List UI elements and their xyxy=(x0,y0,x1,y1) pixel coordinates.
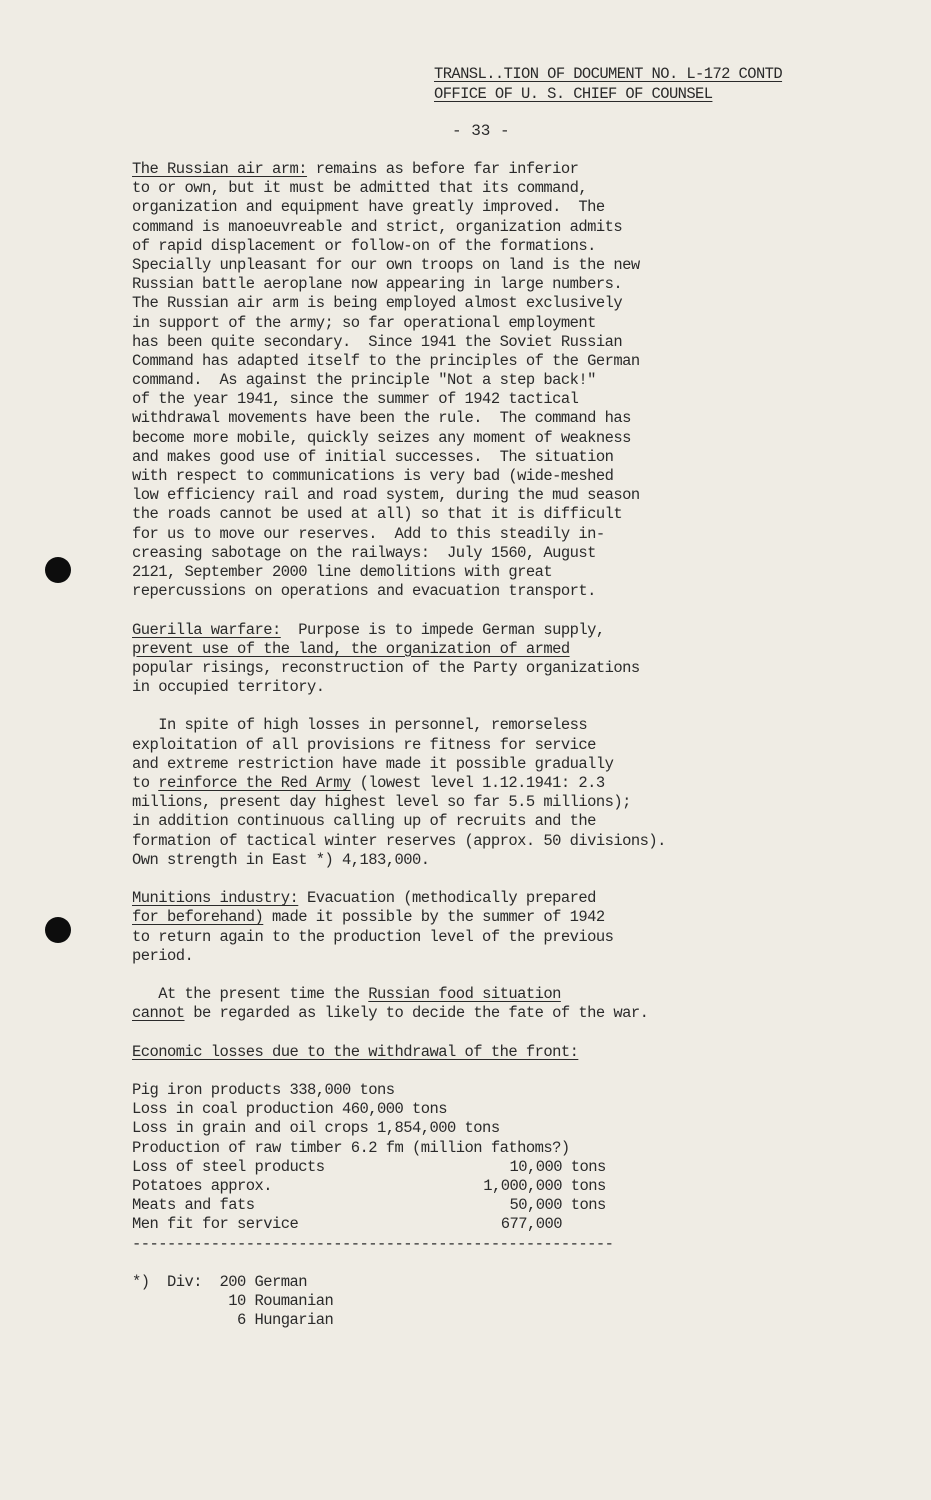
text-line: exploitation of all provisions re fitness for service xyxy=(132,735,596,754)
text-line: and makes good use of initial successes. The situation xyxy=(132,447,614,466)
guerilla-paragraph xyxy=(132,659,752,697)
text-line: of the year 1941, since the summer of 1942 tactical xyxy=(132,390,579,409)
table-cell-unit: tons xyxy=(562,1196,606,1215)
text-line: Production of raw timber 6.2 fm (million fathoms?) xyxy=(132,1138,570,1157)
text-line: in support of the army; so far operational employment xyxy=(132,313,596,332)
text-line: 2121, September 2000 line demolitions with great xyxy=(132,562,553,581)
text-line: popular risings, reconstruction of the Party organizations xyxy=(132,658,640,677)
table-cell-value: 50,000 xyxy=(509,1196,562,1215)
text-line: period. xyxy=(132,946,194,965)
text-line: command is manoeuvreable and strict, organization admits xyxy=(132,217,623,236)
text-line: to return again to the production level of the previous xyxy=(132,927,614,946)
red-army-paragraph-start xyxy=(132,716,752,774)
text-line: millions, present day highest level so far 5.5 millions); xyxy=(132,793,631,812)
document-body xyxy=(132,160,752,1330)
text-line: command. As against the principle "Not a step back!" xyxy=(132,371,596,390)
table-cell-unit: tons xyxy=(562,1176,606,1195)
text-line: repercussions on operations and evacuation transport. xyxy=(132,582,596,601)
header-line-2: OFFICE OF U. S. CHIEF OF COUNSEL xyxy=(434,85,713,103)
losses-list xyxy=(132,1081,752,1158)
text-line: in occupied territory. xyxy=(132,678,325,697)
guerilla-line-2: prevent use of the land, the organization of armed xyxy=(132,639,570,658)
table-cell-label: Loss of steel products xyxy=(132,1157,325,1176)
text-line: low efficiency rail and road system, during the mud season xyxy=(132,486,640,505)
page-number: - 33 - xyxy=(452,122,510,140)
table-cell-label: Men fit for service xyxy=(132,1215,299,1234)
table-row xyxy=(132,1158,752,1177)
text-line: the roads cannot be used at all) so that it is difficult xyxy=(132,505,623,524)
text-line: has been quite secondary. Since 1941 the Soviet Russian xyxy=(132,332,623,351)
document-header xyxy=(434,64,782,104)
table-cell-unit: tons xyxy=(562,1157,606,1176)
losses-heading: Economic losses due to the withdrawal of the front: xyxy=(132,1042,579,1061)
reinforce-red-army-phrase: reinforce the Red Army xyxy=(158,774,351,792)
munitions-line-2: for beforehand) made it possible by the summer of 1942 xyxy=(132,908,605,927)
table-row xyxy=(132,1196,752,1215)
text-line: formation of tactical winter reserves (approx. 50 divisions). xyxy=(132,831,666,850)
text-line: The Russian air arm is being employed almost exclusively xyxy=(132,294,623,313)
text-line: and extreme restriction have made it possible gradually xyxy=(132,754,614,773)
header-line-1: TRANSL..TION OF DOCUMENT NO. L-172 CONTD xyxy=(434,65,783,83)
text-line: Pig iron products 338,000 tons xyxy=(132,1081,395,1099)
text-line: Loss in coal production 460,000 tons xyxy=(132,1100,448,1119)
footnote-line-3: 6 Hungarian xyxy=(132,1311,334,1330)
text-line: Russian battle aeroplane now appearing in large numbers. xyxy=(132,275,623,294)
text-line: In spite of high losses in personnel, remorseless xyxy=(132,716,588,735)
table-row xyxy=(132,1215,752,1234)
table-cell-value: 10,000 xyxy=(509,1157,562,1176)
table-cell-label: Meats and fats xyxy=(132,1196,255,1215)
table-cell-value: 677,000 xyxy=(500,1215,562,1234)
punch-hole xyxy=(45,917,71,943)
text-line: become more mobile, quickly seizes any moment of weakness xyxy=(132,428,631,447)
text-line: organization and equipment have greatly improved. The xyxy=(132,198,605,217)
munitions-heading: Munitions industry: xyxy=(132,889,299,908)
losses-table xyxy=(132,1158,752,1235)
text-line: Own strength in East *) 4,183,000. xyxy=(132,850,430,869)
food-line-2: cannot be regarded as likely to decide the fate of the war. xyxy=(132,1004,649,1023)
red-army-line-4: to reinforce the Red Army (lowest level 1.12.1941: 2.3 xyxy=(132,774,605,792)
food-line-1: At the present time the Russian food situation xyxy=(132,985,561,1004)
text-line: Command has adapted itself to the principles of the German xyxy=(132,351,640,370)
text-line: to or own, but it must be admitted that its command, xyxy=(132,179,588,198)
table-row xyxy=(132,1177,752,1196)
text-line: withdrawal movements have been the rule. The command has xyxy=(132,409,631,428)
guerilla-first-line: Guerilla warfare: Purpose is to impede German supply, xyxy=(132,620,605,639)
punch-hole xyxy=(45,557,71,583)
text-line: Loss in grain and oil crops 1,854,000 tons xyxy=(132,1119,500,1138)
air-arm-first-line: The Russian air arm: remains as before far inferior xyxy=(132,160,579,178)
footnote-line-1: *) Div: 200 German xyxy=(132,1272,308,1291)
text-line: creasing sabotage on the railways: July 1560, August xyxy=(132,543,596,562)
guerilla-heading: Guerilla warfare: xyxy=(132,620,281,639)
footnote-line-2: 10 Roumanian xyxy=(132,1292,334,1311)
text-line: for us to move our reserves. Add to this steadily in- xyxy=(132,524,605,543)
text-line: of rapid displacement or follow-on of the formations. xyxy=(132,236,596,255)
text-line: Specially unpleasant for our own troops on land is the new xyxy=(132,255,640,274)
text-line: with respect to communications is very bad (wide-meshed xyxy=(132,467,614,485)
air-arm-paragraph xyxy=(132,179,752,601)
text-line: in addition continuous calling up of recruits and the xyxy=(132,812,596,831)
dashed-rule: ------------------------------------------------------- xyxy=(132,1234,614,1253)
munitions-paragraph xyxy=(132,928,752,966)
table-cell-label: Potatoes approx. xyxy=(132,1176,273,1195)
table-cell-unit xyxy=(562,1215,622,1234)
food-situation-phrase: Russian food situation xyxy=(368,985,561,1004)
table-cell-value: 1,000,000 xyxy=(483,1176,562,1195)
munitions-first-line: Munitions industry: Evacuation (methodically prepared xyxy=(132,889,596,908)
air-arm-heading: The Russian air arm: xyxy=(132,160,308,178)
red-army-paragraph-end xyxy=(132,793,752,870)
